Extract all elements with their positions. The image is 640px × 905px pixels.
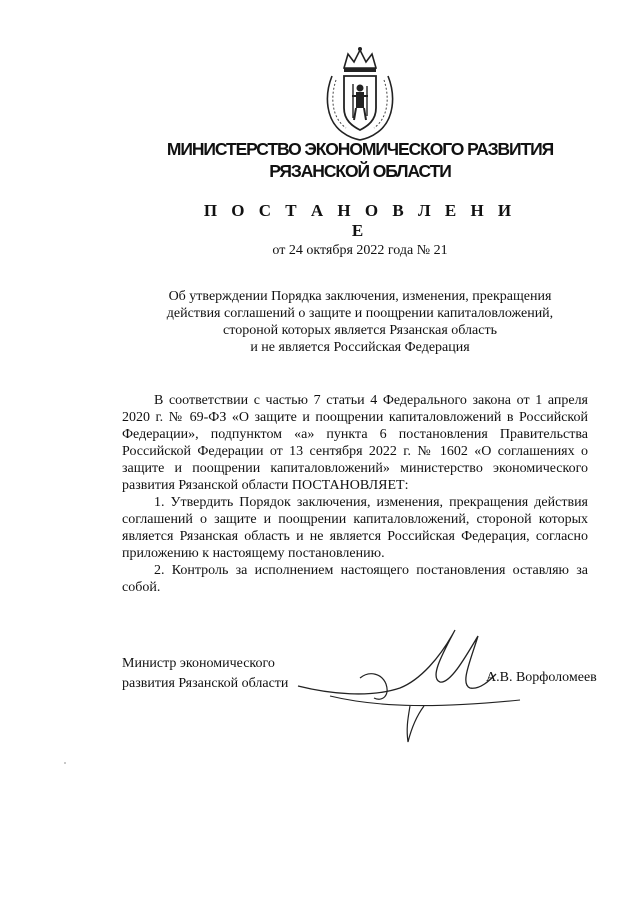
document-title-line: действия соглашений о защите и поощрении капиталовложений, xyxy=(166,306,554,321)
document-title-line: и не является Российская Федерация xyxy=(250,340,470,355)
coat-of-arms-icon xyxy=(318,46,402,142)
signatory-name: А.В. Ворфоломеев xyxy=(486,670,597,685)
scan-speck xyxy=(64,762,66,764)
ministry-name-line-1: МИНИСТЕРСТВО ЭКОНОМИЧЕСКОГО РАЗВИТИЯ xyxy=(166,139,554,159)
signatory-position-line-1: Министр экономического xyxy=(122,656,275,671)
signatory-position xyxy=(122,654,288,694)
body-paragraph-item-2: 2. Контроль за исполнением настоящего постановления оставляю за собой. xyxy=(122,563,588,595)
ministry-name-line-2: РЯЗАНСКОЙ ОБЛАСТИ xyxy=(269,161,451,181)
document-title-line: стороной которых является Рязанская область xyxy=(223,323,497,338)
signatory-position-line-2: развития Рязанской области xyxy=(122,676,289,691)
document-title-line: Об утверждении Порядка заключения, изменения, прекращения xyxy=(168,289,552,304)
document-body xyxy=(122,392,588,596)
ministry-name xyxy=(150,138,570,182)
document-title xyxy=(140,288,580,356)
document-date-number: от 24 октября 2022 года № 21 xyxy=(272,243,448,258)
body-paragraph-item-1: 1. Утвердить Порядок заключения, изменения, прекращения действия соглашений о защите и поощрении капиталовложений, стороной которых является Рязанская область и не является Российская Федерация, согласно приложению к настоящему постановлению. xyxy=(122,495,588,561)
body-paragraph-preamble: В соответствии с частью 7 статьи 4 Федерального закона от 1 апреля 2020 г. № 69-ФЗ «О защите и поощрении капиталовложений в Российской Федерации», подпунктом «а» пункта 6 постановления Правительства Российской Федерации от 13 сентября 2022 г. № 1602 «О соглашениях о защите и поощрении капиталовложений» министерство экономического развития Рязанской области ПОСТАНОВЛЯЕТ: xyxy=(122,393,588,493)
document-type: П О С Т А Н О В Л Е Н И Е xyxy=(203,201,517,240)
